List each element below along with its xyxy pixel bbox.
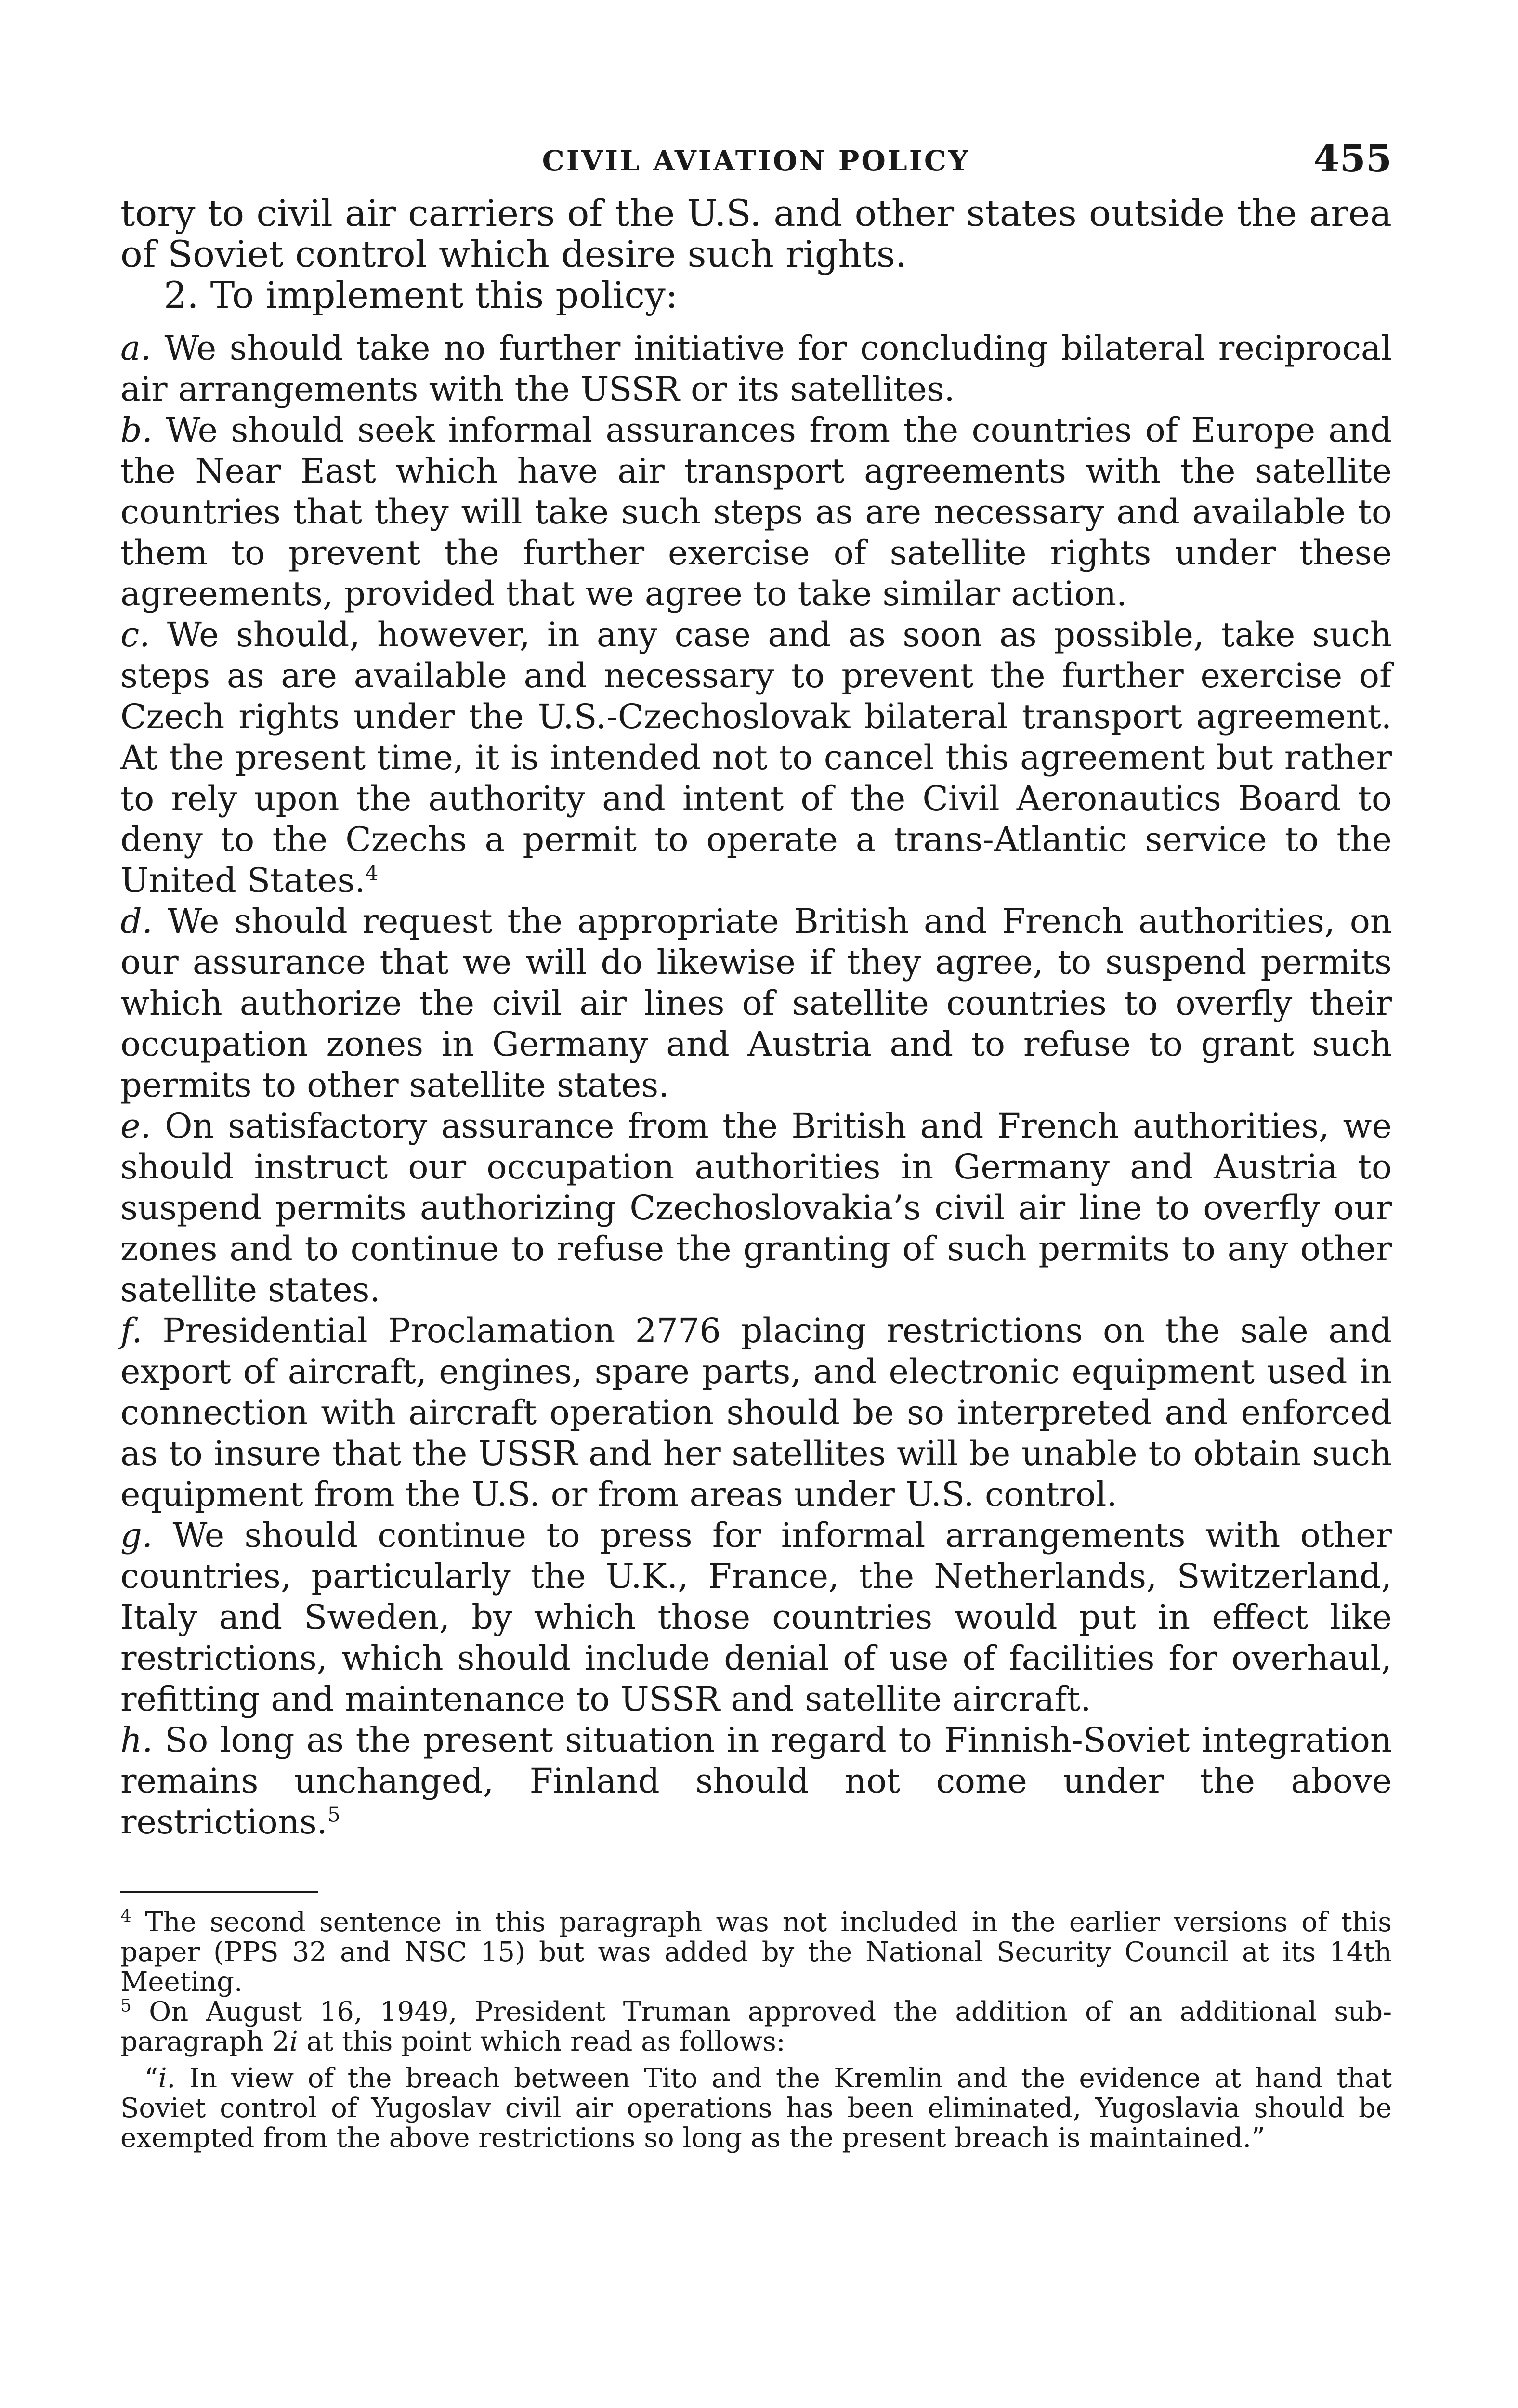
page-header [120,135,1392,188]
quote-open-mark: “ [144,2063,158,2094]
footnote-text: The second sentence in this paragraph was not included in the earlier versions of this paper (PPS 32 and NSC 15) but was added by the National Security Council at its 14th Meeting. [120,1907,1392,1998]
subparagraph-text: We should seek informal assurances from the countries of Europe and the Near East which have air transport agreements with the satellite countries that they will take such steps as are necessary and available to them to prevent the further exercise of satellite rights under these agreements, provided that we agree to take similar action. [120,410,1392,614]
subparagraph-marker: h. [120,1720,153,1760]
footnote-marker: 5 [120,1996,131,2016]
subparagraph-marker: d. [120,902,153,941]
footnote-reference[interactable]: 4 [365,861,379,885]
subparagraph-marker: f. [120,1311,143,1350]
subparagraph-text: We should take no further initiative for concluding bilateral reciprocal air arrangements with the USSR or its satellites. [120,328,1392,409]
footnote-5-quote [120,2064,1392,2153]
subparagraph-text: On satisfactory assurance from the British and French authorities, we should instruct our occupation authorities in Germany and Austria to suspend permits authorizing Czechoslovakia’s civil air line to overfly our zones and to continue to refuse the granting of such permits to any other satellite states. [120,1106,1392,1309]
subparagraph-e [120,1106,1392,1310]
footnote-divider [120,1891,318,1893]
subparagraph-marker: c. [120,615,150,654]
footnotes [120,1908,1392,2153]
page-number: 455 [1313,137,1392,181]
document-page [120,135,1392,2153]
subparagraph-text: We should continue to press for informal arrangements with other countries, particularly the U.K., France, the Netherlands, Switzerland, Italy and Sweden, by which those countries would put in effect like restrictions, which should include denial of use of facilities for overhaul, refitting and maintenance to USSR and satellite aircraft. [120,1516,1392,1719]
footnote-text: On August 16, 1949, President Truman approved the addition of an additional sub-paragraph 2 [120,1996,1392,2057]
subparagraph-text: We should request the appropriate British and French authorities, on our assurance that we will do likewise if they agree, to suspend permits which authorize the civil air lines of satellite countries to overfly their occupation zones in Germany and Austria and to refuse to grant such permits to other satellite states. [120,902,1392,1105]
point-2-heading: 2. To implement this policy: [164,274,678,316]
footnote-text-tail: at this point which read as follows: [298,2026,785,2057]
footnote-marker: 4 [120,1906,131,1926]
subparagraph-marker: e. [120,1106,151,1146]
subparagraph-marker: b. [120,410,153,450]
subparagraph-c [120,615,1392,901]
subparagraph-list [120,328,1392,1843]
subparagraph-d [120,901,1392,1106]
body-text [120,193,1392,315]
footnote-italic-letter: i [289,2026,298,2057]
subparagraph-a [120,328,1392,410]
subparagraph-b [120,410,1392,615]
footnote-5 [120,1997,1392,2057]
subparagraph-marker: g. [120,1516,153,1555]
quote-marker: i. [158,2063,176,2094]
subparagraph-text: Presidential Proclamation 2776 placing restrictions on the sale and export of aircraft, engines, spare parts, and electronic equipment used in connection with aircraft operation should be so interpreted and enforced as to insure that the USSR and her satellites will be unable to obtain such equipment from the U.S. or from areas under U.S. control. [120,1311,1392,1514]
running-title: CIVIL AVIATION POLICY [542,144,970,177]
footnote-4 [120,1908,1392,1997]
subparagraph-f [120,1310,1392,1515]
subparagraph-text: We should, however, in any case and as soon as possible, take such steps as are available and necessary to prevent the further exercise of Czech rights under the U.S.-Czechoslovak bilateral transport agreement. At the present time, it is intended not to cancel this agreement but rather to rely upon the authority and intent of the Civil Aeronautics Board to deny to the Czechs a permit to operate a trans-Atlantic service to the United States. [120,615,1392,900]
quote-text: In view of the breach between Tito and the Kremlin and the evidence at hand that Soviet control of Yugoslav civil air operations has been eliminated, Yugoslavia should be exempted from the above restrictions so long as the present breach is maintained.” [120,2063,1392,2154]
subparagraph-text: So long as the present situation in regard to Finnish-Soviet integration remains unchanged, Finland should not come under the above restrictions. [120,1720,1392,1842]
subparagraph-g [120,1515,1392,1720]
subparagraph-h [120,1720,1392,1843]
footnote-reference[interactable]: 5 [327,1803,340,1827]
intro-paragraph: tory to civil air carriers of the U.S. and other states outside the area of Soviet control which desire such rights. [120,192,1392,275]
subparagraph-marker: a. [120,328,151,368]
